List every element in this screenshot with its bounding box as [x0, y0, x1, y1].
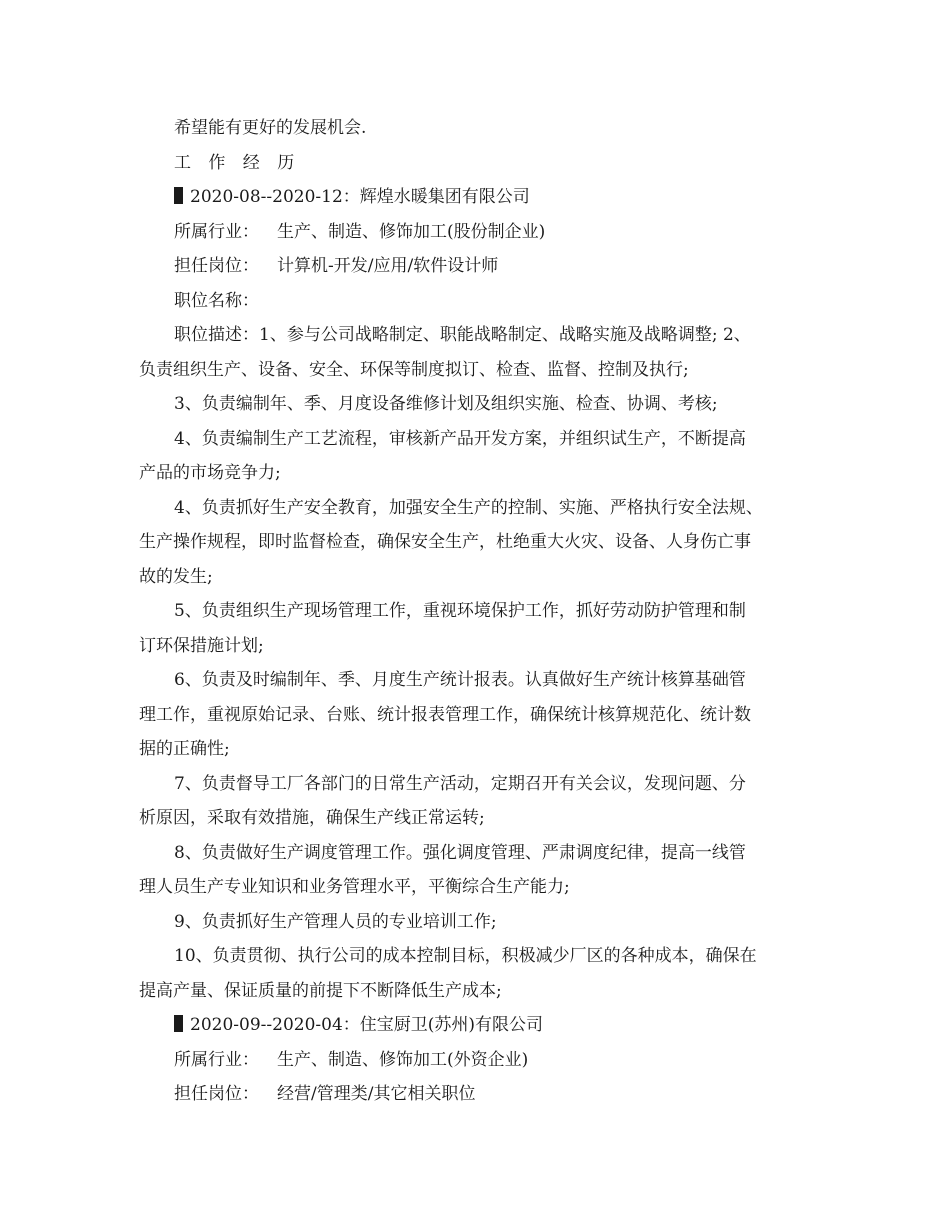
job-post	[139, 249, 829, 284]
job-post	[139, 1077, 829, 1112]
desc-line: 负责组织生产、设备、安全、环保等制度拟订、检查、监督、控制及执行;	[139, 359, 689, 380]
post-label: 担任岗位：	[174, 1084, 259, 1104]
desc-line: 4、负责编制生产工艺流程，审核新产品开发方案，并组织试生产，不断提高	[174, 428, 746, 449]
intro-tail: 希望能有更好的发展机会.	[174, 118, 367, 138]
desc-line: 9、负责抓好生产管理人员的专业培训工作;	[174, 911, 497, 932]
job-header-text: 2020-08--2020-12：辉煌水暖集团有限公司	[190, 187, 530, 207]
desc-line: 理工作，重视原始记录、台账、统计报表管理工作，确保统计核算规范化、统计数	[139, 704, 751, 725]
desc-line: 职位描述：1、参与公司战略制定、职能战略制定、战略实施及战略调整; 2、	[174, 325, 751, 345]
desc-line: 据的正确性;	[139, 739, 230, 759]
industry-label: 所属行业：	[174, 1049, 259, 1070]
desc-line: 6、负责及时编制年、季、月度生产统计报表。认真做好生产统计核算基础管	[174, 670, 746, 690]
desc-line: 提高产量、保证质量的前提下不断降低生产成本;	[139, 980, 502, 1001]
desc-line: 5、负责组织生产现场管理工作，重视环境保护工作，抓好劳动防护管理和制	[174, 601, 746, 621]
desc-line: 理人员生产专业知识和业务管理水平，平衡综合生产能力;	[139, 877, 570, 897]
desc-line: 产品的市场竞争力;	[139, 463, 281, 483]
bullet-marker	[174, 187, 183, 204]
job-title-label: 职位名称：	[174, 290, 259, 311]
job-header	[139, 180, 829, 215]
job-header-text: 2020-09--2020-04：住宝厨卫(苏州)有限公司	[190, 1015, 544, 1035]
industry-label: 所属行业：	[174, 221, 259, 242]
desc-line: 订环保措施计划;	[139, 635, 264, 656]
desc-line: 故的发生;	[139, 566, 213, 587]
desc-line: 4、负责抓好生产安全教育，加强安全生产的控制、实施、严格执行安全法规、	[174, 497, 763, 518]
bullet-marker	[174, 1015, 183, 1032]
job-header	[139, 1008, 829, 1043]
industry-value: 生产、制造、修饰加工(外资企业)	[277, 1049, 529, 1070]
industry-value: 生产、制造、修饰加工(股份制企业)	[277, 221, 546, 242]
desc-line: 3、负责编制年、季、月度设备维修计划及组织实施、检查、协调、考核;	[174, 394, 718, 414]
post-value: 经营/管理类/其它相关职位	[277, 1084, 476, 1104]
desc-line: 生产操作规程，即时监督检查，确保安全生产，杜绝重大火灾、设备、人身伤亡事	[139, 532, 751, 552]
document-body	[139, 111, 829, 1112]
desc-line: 7、负责督导工厂各部门的日常生产活动，定期召开有关会议，发现问题、分	[174, 773, 746, 794]
desc-line: 10、负责贯彻、执行公司的成本控制目标，积极减少厂区的各种成本，确保在	[174, 946, 757, 966]
post-label: 担任岗位：	[174, 256, 259, 276]
post-value: 计算机-开发/应用/软件设计师	[277, 256, 499, 276]
desc-line: 析原因，采取有效措施，确保生产线正常运转;	[139, 808, 485, 828]
job-industry	[139, 1043, 829, 1078]
section-title: 工 作 经 历	[174, 152, 301, 173]
job-industry	[139, 215, 829, 250]
desc-line: 8、负责做好生产调度管理工作。强化调度管理、严肃调度纪律，提高一线管	[174, 842, 746, 863]
